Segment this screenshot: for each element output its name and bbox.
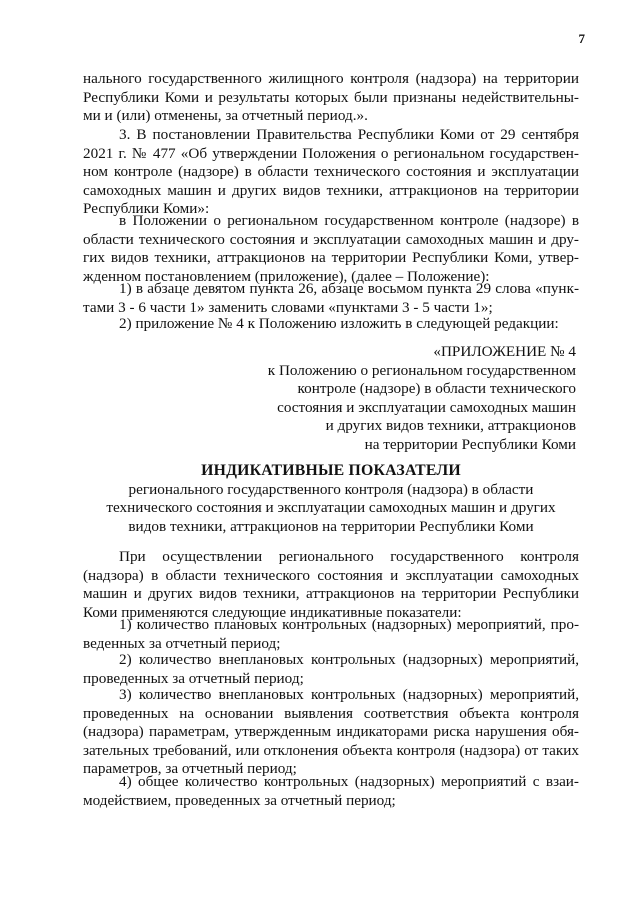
appendix-title: «ПРИЛОЖЕНИЕ № 4: [433, 343, 576, 360]
text-line: При осуществлении регионального государственного контроля: [119, 548, 579, 565]
heading-title: ИНДИКАТИВНЫЕ ПОКАЗАТЕЛИ: [201, 462, 461, 479]
heading-subtitle-line: технического состояния и эксплуатации самоходных машин и других: [106, 499, 556, 517]
text-line: самоходных машин и других видов техники, аттракционов на территории: [83, 181, 579, 199]
indicator-1: [83, 616, 579, 653]
appendix-line: состояния и эксплуатации самоходных машин: [277, 398, 576, 416]
appendix-line: к Положению о региональном государственном: [267, 361, 576, 379]
indicator-4: [83, 773, 579, 810]
text-line: гих видов техники, аттракционов на территории Республики Коми, утвер-: [83, 249, 579, 267]
text-line: проведенных на основании выявления соответствия объекта контроля: [83, 704, 579, 722]
text-line: 1) количество плановых контрольных (надзорных) мероприятий, про-: [119, 616, 579, 633]
indicator-3: [83, 686, 579, 779]
text-line: машин и других видов техники, аттракционов на территории Республики: [83, 585, 579, 603]
text-line: ми и (или) отменены, за отчетный период.».: [83, 107, 368, 125]
heading-subtitle-line: видов техники, аттракционов на территории Республики Коми: [128, 517, 534, 535]
text-line: нального государственного жилищного контроля (надзора) на территории: [83, 70, 579, 87]
text-line: зательных требований, или отклонения объекта контроля (надзора) от таких: [83, 741, 579, 759]
indicator-2: [83, 651, 579, 688]
page-number: 7: [578, 31, 585, 46]
text-line: параметров, за отчетный период;: [83, 760, 297, 778]
text-line: модействием, проведенных за отчетный период;: [83, 791, 396, 809]
text-line: ном контроле (надзоре) в области технического состояния и эксплуатации: [83, 163, 579, 181]
regulation-paragraph: [83, 212, 579, 286]
text-line: (надзора) параметрам, утвержденным индикаторами риска нарушения обя-: [83, 723, 579, 741]
item-3-paragraph: [83, 126, 579, 219]
text-line: 2021 г. № 477 «Об утверждении Положения о региональном государствен-: [83, 144, 579, 162]
text-line: тами 3 - 6 части 1» заменить словами «пунктами 3 - 5 части 1»;: [83, 298, 493, 316]
appendix-line: контроле (надзоре) в области технического: [297, 380, 576, 398]
text-line: (надзора) в области технического состояния и эксплуатации самоходных: [83, 566, 579, 584]
indicators-heading: [83, 462, 579, 536]
text-line: 2) количество внеплановых контрольных (надзорных) мероприятий,: [119, 651, 579, 668]
text-line: 2) приложение № 4 к Положению изложить в следующей редакции:: [119, 315, 559, 332]
text-line: в Положении о региональном государственном контроле (надзоре) в: [119, 212, 579, 229]
heading-subtitle-line: регионального государственного контроля (надзора) в области: [128, 480, 534, 498]
text-line: 4) общее количество контрольных (надзорных) мероприятий с взаи-: [119, 773, 579, 790]
text-line: Республики Коми»:: [83, 200, 210, 218]
text-line: жденном постановлением (приложение), (далее – Положение):: [83, 267, 490, 285]
text-line: 3. В постановлении Правительства Республики Коми от 29 сентября: [119, 126, 579, 143]
text-line: 3) количество внеплановых контрольных (надзорных) мероприятий,: [119, 686, 579, 703]
text-line: проведенных за отчетный период;: [83, 669, 304, 687]
text-line: Республики Коми и результаты которых были признаны недействительны-: [83, 88, 579, 106]
change-2-paragraph: [83, 315, 579, 334]
text-line: веденных за отчетный период;: [83, 634, 281, 652]
appendix-header: [230, 343, 576, 455]
text-line: 1) в абзаце девятом пункта 26, абзаце восьмом пункта 29 слова «пунк-: [119, 280, 579, 297]
appendix-line: на территории Республики Коми: [364, 435, 576, 453]
intro-paragraph: [83, 548, 579, 622]
text-line: области технического состояния и эксплуатации самоходных машин и дру-: [83, 230, 579, 248]
top-paragraph: [83, 70, 579, 126]
text-line: Коми применяются следующие индикативные показатели:: [83, 603, 462, 621]
appendix-line: и других видов техники, аттракционов: [325, 417, 576, 435]
change-1-paragraph: [83, 280, 579, 317]
